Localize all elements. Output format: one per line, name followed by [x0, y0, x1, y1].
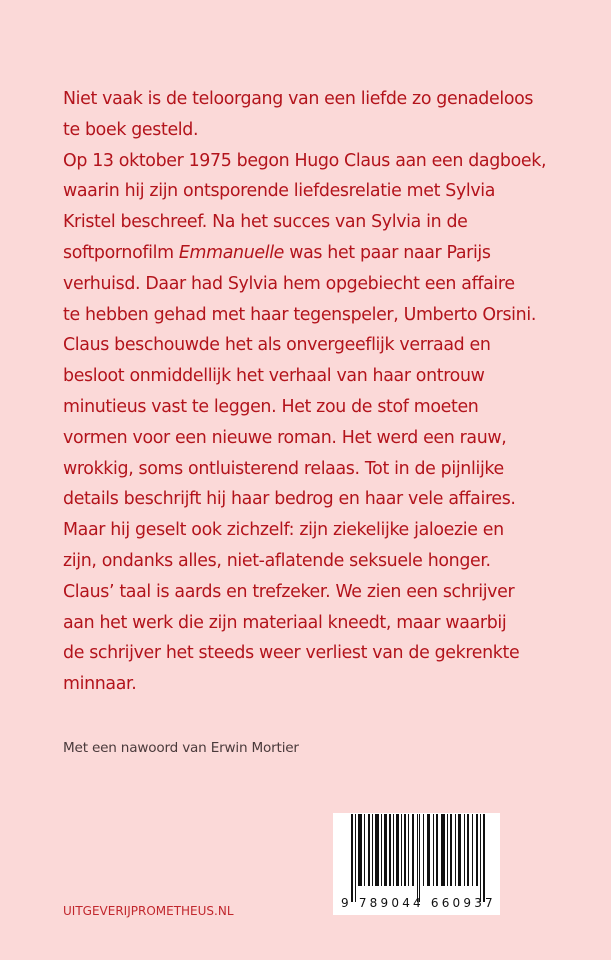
barcode-bars-icon — [351, 814, 487, 902]
blurb-line: zijn, ondanks alles, niet-aflatende seksuele honger. — [63, 550, 491, 571]
blurb-line: de schrijver het steeds weer verliest van de gekrenkte — [63, 643, 520, 664]
blurb-line: Kristel beschreef. Na het succes van Sylvia in de — [63, 212, 468, 233]
film-title: Emmanuelle — [178, 242, 285, 263]
blurb-line: Maar hij geselt ook zichzelf: zijn ziekelijke jaloezie en — [63, 520, 504, 541]
blurb-line: aan het werk die zijn materiaal kneedt, maar waarbij — [63, 612, 507, 633]
isbn-barcode — [333, 813, 500, 915]
blurb-text: softpornofilm — [63, 242, 174, 263]
blurb-line — [63, 238, 603, 269]
blurb-line: verhuisd. Daar had Sylvia hem opgebiecht een affaire — [63, 273, 515, 294]
blurb-line: Niet vaak is de teloorgang van een liefde zo genadeloos — [63, 89, 534, 109]
blurb-line: te hebben gehad met haar tegenspeler, Umberto Orsini. — [63, 304, 536, 325]
blurb-line: Op 13 oktober 1975 begon Hugo Claus aan een dagboek, — [63, 150, 547, 171]
blurb-line: waarin hij zijn ontsporende liefdesrelatie met Sylvia — [63, 181, 496, 202]
back-cover-blurb — [63, 84, 603, 700]
publisher-url: UITGEVERIJPROMETHEUS.NL — [63, 904, 234, 918]
blurb-line: Claus beschouwde het als onvergeeflijk verraad en — [63, 335, 491, 356]
blurb-line: te boek gesteld. — [63, 119, 199, 140]
blurb-line: details beschrijft hij haar bedrog en haar vele affaires. — [63, 489, 516, 510]
blurb-text: was het paar naar Parijs — [284, 242, 491, 263]
blurb-line: wrokkig, soms ontluisterend relaas. Tot in de pijnlijke — [63, 458, 504, 479]
blurb-line: minutieus vast te leggen. Het zou de stof moeten — [63, 396, 479, 417]
blurb-line: vormen voor een nieuwe roman. Het werd een rauw, — [63, 427, 507, 448]
afterword-credit: Met een nawoord van Erwin Mortier — [63, 740, 299, 756]
blurb-line: Claus’ taal is aards en trefzeker. We zien een schrijver — [63, 581, 515, 602]
blurb-line: besloot onmiddellijk het verhaal van haar ontrouw — [63, 366, 485, 387]
isbn-number: 9 789044 660937 — [341, 896, 496, 910]
blurb-line: minnaar. — [63, 674, 137, 695]
